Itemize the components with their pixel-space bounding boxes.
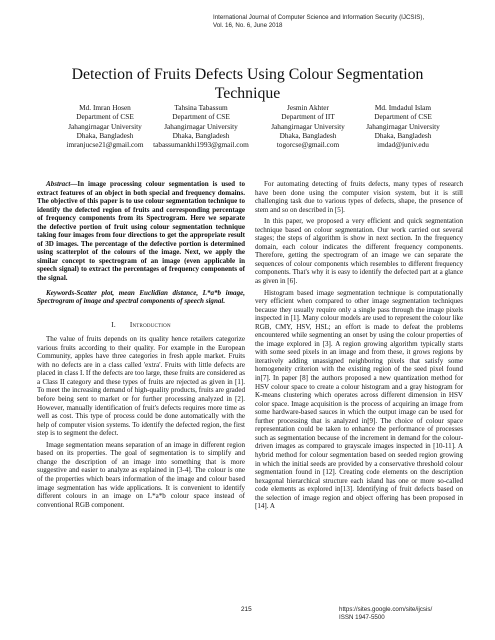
author-email: togorcse@gmail.com xyxy=(276,140,340,150)
author-department: Department of CSE xyxy=(76,112,134,122)
author-3 xyxy=(253,103,363,149)
journal-url: https://sites.google.com/site/ijcsis/ xyxy=(339,606,433,613)
author-name: Md. Imdadul Islam xyxy=(374,103,432,112)
body-paragraph-2: In this paper, we proposed a very efficient and quick segmentation technique based on colour segmentation. Our work carried out several stages; the steps of algorithm is show in next section. In the frequency domain, each colour indicates the different frequency components. Therefore, getting the spectrogram of an image we can separate the sequences of colour components which resembles to different frequency components. That's why it is easy to identify the defected part at a glance as given in [6]. xyxy=(255,217,463,286)
author-department: Department of IIT xyxy=(281,112,335,122)
body-paragraph-1: For automating detecting of fruits defects, many types of research have been done using the computer vision system, but it is still challenging task due to various types of defects, shape, the presence of stem and so on described in [5]. xyxy=(255,180,463,214)
author-university: Jahangirnagar University xyxy=(366,121,440,131)
paper-title-line-1: Detection of Fruits Defects Using Colour Segmentation xyxy=(71,66,424,83)
author-university: Jahangirnagar University xyxy=(271,121,345,131)
keywords-label: Keywords xyxy=(46,288,75,297)
journal-name: International Journal of Computer Science and Information Security (IJCSIS), xyxy=(213,14,425,21)
footer-url xyxy=(339,606,432,622)
right-column xyxy=(255,180,463,514)
author-city: Dhaka, Bangladesh xyxy=(76,130,134,140)
author-city: Dhaka, Bangladesh xyxy=(374,130,432,140)
author-university: Jahangirnagar University xyxy=(164,121,238,131)
intro-paragraph-1: The value of fruits depends on its quality hence retailers categorize various fruits according to their quality. For example in the European Community, apples have three categories in fresh apple market. Fruits with no defects are in a class called 'extra'. Fruits with little defects are placed in class I. If the defects are too large, these fruits are considered as a Class II category and these types of fruits are rejected as given in [1]. To meet the increasing demand of high-quality products, fruits are graded before being sent to market or for further processing analyzed in [2]. However, manually identification of fruit's defects requires more time as well as cost. This type of process could be done automatically with the help of computer vision systems. To identify the defected region, the first step is to segment the defect. xyxy=(37,335,245,438)
author-city: Dhaka, Bangladesh xyxy=(279,130,337,140)
page-number: 215 xyxy=(241,606,252,613)
author-2 xyxy=(146,103,256,149)
author-city: Dhaka, Bangladesh xyxy=(172,130,230,140)
author-name: Jesmin Akhter xyxy=(287,103,329,112)
author-email: tabassumankhi1993@gmail.com xyxy=(153,140,249,150)
author-department: Department of CSE xyxy=(374,112,432,122)
paper-title-line-2: Technique xyxy=(214,84,281,102)
author-block xyxy=(50,103,458,155)
author-university: Jahangirnagar University xyxy=(68,121,142,131)
journal-volume: Vol. 16, No. 6, June 2018 xyxy=(213,22,283,30)
author-name: Tahsina Tabassum xyxy=(174,103,228,112)
abstract-text: —In image processing colour segmentation is used to extract features of an object in both special and frequency domains. The objective of this paper is to use colour segmentation technique to identify the defected region of fruits and corresponding percentage of frequency components from its Spectrogram. Here we separate the defective portion of fruit using colour segmentation technique taking four images from four directions to get the appropriate result of 3D images. The percentage of the defective portion is determined using scatterplot of the colours of the image. Next, we apply the similar concept to spectrogram of an image (even applicable in speech signal) to extract the percentages of frequency components of the signal. xyxy=(37,180,245,283)
section-title: Introduction xyxy=(129,319,171,329)
section-number: I. xyxy=(111,319,116,329)
keywords-text: -Scatter plot, mean Euclidian distance, L*a*b image, Spectrogram of image and spectral components of speech signal. xyxy=(37,288,245,306)
author-email: imranjucse21@gmail.com xyxy=(66,140,144,150)
section-heading-introduction xyxy=(37,321,245,330)
author-email: imdad@juniv.edu xyxy=(377,140,429,150)
author-name: Md. Imran Hosen xyxy=(79,103,131,112)
author-1 xyxy=(50,103,160,149)
left-column xyxy=(37,180,245,512)
journal-header xyxy=(213,14,483,30)
abstract xyxy=(37,180,245,283)
author-4 xyxy=(348,103,458,149)
intro-paragraph-2: Image segmentation means separation of an image in different region based on its properties. The goal of segmentation is to simplify and change the description of an image into something that is more suggestive and easier to analyze as explained in [3-4]. The colour is one of the properties which bears information of the image and colour based image segmentation has wide applications. It is convenient to identify different colours in an image on L*a*b colour space instead of conventional RGB component. xyxy=(37,440,245,509)
issn: ISSN 1947-5500 xyxy=(339,614,385,622)
abstract-label: Abstract xyxy=(46,180,71,188)
body-paragraph-3: Histogram based image segmentation technique is computationally very efficient when compared to other image segmentation techniques because they usually require only a single pass through the image pixels inspected in [1]. Many colour models are used to represent the colour like RGB, CMY, HSV, HSL; an effort is made to defeat the problems encountered while segmenting an onset by using the colour properties of the image explored in [3]. A region growing algorithm typically starts with some seed pixels in an image and from these, it grows regions by iteratively adding unassigned neighboring pixels that satisfy some homogeneity criterion with the existing region of the seed pixel found in[7]. In paper [8] the authors proposed a new quantization method for HSV colour space to create a colour histogram and a gray histogram for K-means clustering which operates across different dimension in HSV color space. Image acquisition is the process of acquiring an image from some hardware-based sauces in which the output image can be used for further processing that is analyzed in[9]. The choice of colour space representation could be taken to enhance the performance of processes such as segmentation because of the increment in demand for the colour-driven images as compared to grayscale images inspected in [10-11]. A hybrid method for colour segmentation based on seeded region growing in which the initial seeds are provided by a conservative threshold colour segmentation found in [12]. Creating code elements on the description hexagonal hierarchical structure each island has one or more so-called code elements as explored in[13]. Identifying of fruit defects based on the selection of image region and object offering has been proposed in [14]. A xyxy=(255,288,464,511)
author-department: Department of CSE xyxy=(172,112,230,122)
paper-title xyxy=(0,66,495,103)
keywords xyxy=(37,289,245,306)
